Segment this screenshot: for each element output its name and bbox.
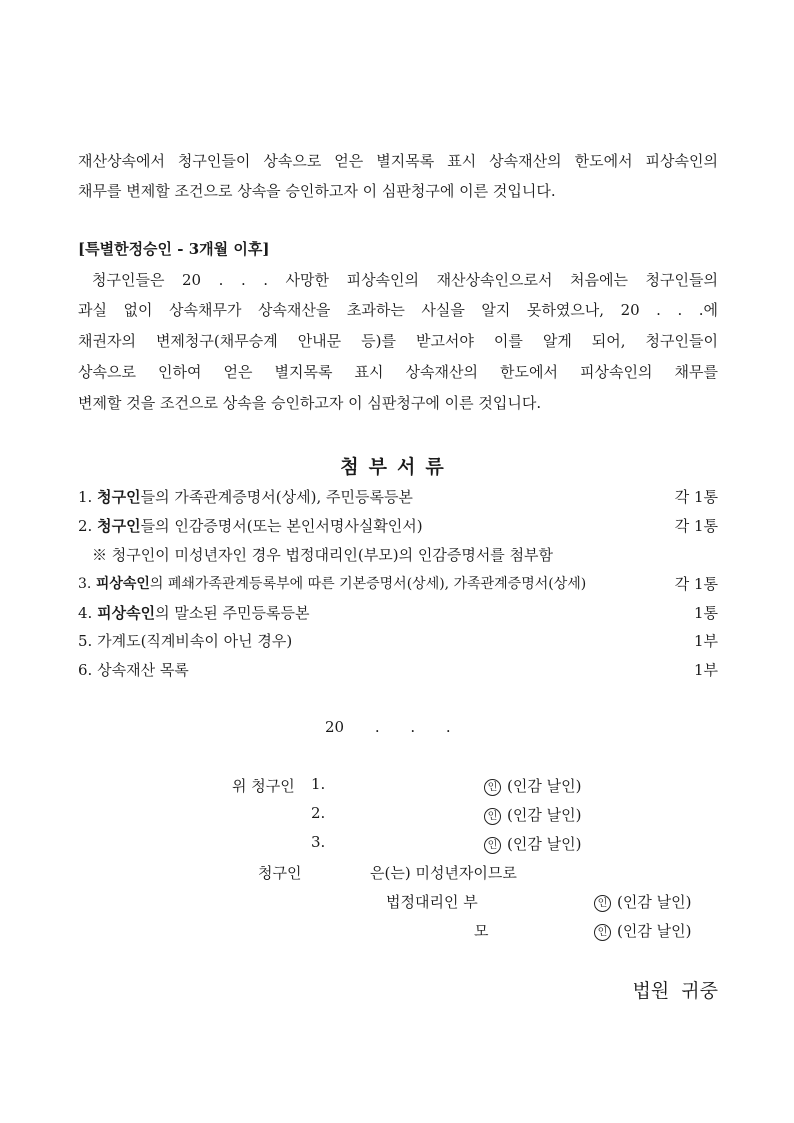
item-text: 상속재산 목록 bbox=[97, 661, 189, 679]
attachment-item bbox=[78, 483, 718, 511]
item-text: 의 폐쇄가족관계등록부에 따른 기본증명서(상세), 가족관계증명서(상세) bbox=[149, 576, 587, 592]
seal-icon: 인 bbox=[484, 779, 501, 796]
item-quantity: 1부 bbox=[693, 661, 718, 679]
item-number: 3. bbox=[78, 576, 92, 592]
claimant-seal-3 bbox=[484, 833, 581, 854]
item-number: 6. bbox=[78, 661, 93, 679]
claimant-number-3: 3. bbox=[311, 833, 326, 851]
item-quantity: 1통 bbox=[693, 604, 718, 622]
claimant-number-1: 1. bbox=[311, 775, 326, 793]
item-number: 1. bbox=[78, 488, 93, 506]
special-line-3: 채권자의 변제청구(채무승계 안내문 등)를 받고서야 이를 알게 되어, 청구인들이 bbox=[78, 332, 718, 350]
special-line-4: 상속으로 인하여 얻은 별지목록 표시 상속재산의 한도에서 피상속인의 채무를 bbox=[78, 363, 718, 381]
attachments-title: 첨부서류 bbox=[340, 456, 454, 478]
item-quantity: 각 1통 bbox=[674, 575, 718, 593]
item-text: 의 말소된 주민등록등본 bbox=[155, 604, 310, 622]
minor-notice: 은(는) 미성년자이므로 bbox=[370, 864, 517, 882]
item-number: 4. bbox=[78, 604, 93, 622]
attachment-note bbox=[78, 541, 718, 569]
item-text: 가계도(직계비속이 아닌 경우) bbox=[97, 632, 293, 650]
item-quantity: 각 1통 bbox=[674, 488, 718, 506]
item-text: 들의 가족관계증명서(상세), 주민등록등본 bbox=[140, 488, 413, 506]
seal-note: (인감 날인) bbox=[617, 893, 692, 911]
claimant-seal-1 bbox=[484, 775, 581, 796]
item-subject: 피상속인 bbox=[97, 604, 156, 622]
claimant-label: 위 청구인 bbox=[232, 777, 295, 795]
item-subject: 청구인 bbox=[97, 488, 141, 506]
special-heading: [특별한정승인 - 3개월 이후] bbox=[78, 240, 270, 258]
item-quantity: 각 1통 bbox=[674, 517, 718, 535]
special-line-1: 청구인들은 20 . . . 사망한 피상속인의 재산상속인으로서 처음에는 청구인들의 bbox=[92, 271, 718, 289]
mother-seal bbox=[594, 920, 691, 941]
item-quantity: 1부 bbox=[693, 632, 718, 650]
court-addressee: 법원 귀중 bbox=[632, 980, 718, 1002]
seal-icon: 인 bbox=[484, 837, 501, 854]
item-text: ※ 청구인이 미성년자인 경우 법정대리인(부모)의 인감증명서를 첨부함 bbox=[92, 546, 554, 564]
attachment-item bbox=[78, 512, 718, 540]
seal-icon: 인 bbox=[484, 808, 501, 825]
seal-note: (인감 날인) bbox=[617, 922, 692, 940]
father-seal bbox=[594, 891, 691, 912]
seal-note: (인감 날인) bbox=[507, 777, 582, 795]
item-number: 2. bbox=[78, 517, 93, 535]
item-number: 5. bbox=[78, 632, 93, 650]
intro-line-2: 채무를 변제할 조건으로 상속을 승인하고자 이 심판청구에 이른 것입니다. bbox=[78, 182, 556, 200]
claimant-seal-2 bbox=[484, 804, 581, 825]
special-line-2: 과실 없이 상속채무가 상속재산을 초과하는 사실을 알지 못하였으나, 20 . . .에 bbox=[78, 301, 718, 319]
claimant-number-2: 2. bbox=[311, 804, 326, 822]
attachment-item bbox=[78, 627, 718, 655]
item-text: 들의 인감증명서(또는 본인서명사실확인서) bbox=[140, 517, 423, 535]
representative-mother-label: 모 bbox=[474, 922, 489, 940]
seal-note: (인감 날인) bbox=[507, 835, 582, 853]
representative-father-label: 법정대리인 부 bbox=[386, 893, 478, 911]
attachment-item bbox=[78, 656, 718, 684]
item-subject: 피상속인 bbox=[95, 576, 150, 592]
attachment-item bbox=[78, 599, 718, 627]
attachment-item bbox=[78, 570, 718, 598]
seal-icon: 인 bbox=[594, 924, 611, 941]
special-line-5: 변제할 것을 조건으로 상속을 승인하고자 이 심판청구에 이른 것입니다. bbox=[78, 394, 542, 412]
seal-note: (인감 날인) bbox=[507, 806, 582, 824]
seal-icon: 인 bbox=[594, 895, 611, 912]
intro-line-1: 재산상속에서 청구인들이 상속으로 얻은 별지목록 표시 상속재산의 한도에서 피상속인의 bbox=[78, 152, 718, 170]
minor-claimant-label: 청구인 bbox=[258, 864, 302, 882]
filing-date: 20 . . . bbox=[325, 718, 451, 736]
item-subject: 청구인 bbox=[97, 517, 141, 535]
